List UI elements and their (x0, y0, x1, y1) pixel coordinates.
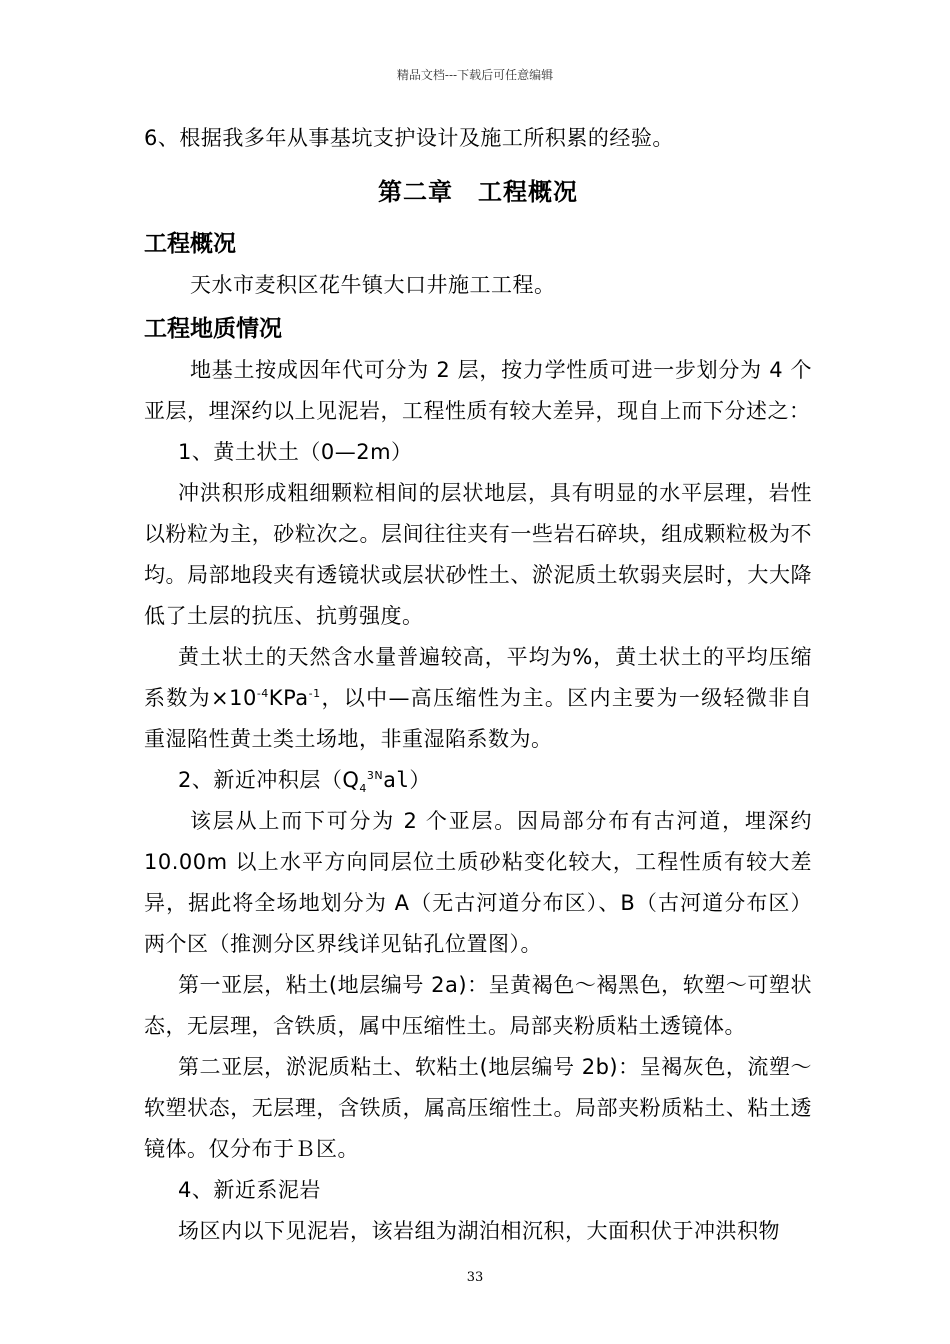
section-overview-body: 天水市麦积区花牛镇大口井施工工程。 (190, 273, 556, 297)
item1-paragraph-1: 冲洪积形成粗细颗粒相间的层状地层，具有明显的水平层理，岩性以粉粒为主，砂粒次之。层间往往夹有一些岩石碎块，组成颗粒极为不均。局部地段夹有透镜状或层状砂性土、淤泥质土软弱夹层时，大大降低了土层的抗压、抗剪强度。 (144, 481, 812, 628)
item2-paragraph-2: 第一亚层，粘土(地层编号 2a)：呈黄褐色～褐黑色，软塑～可塑状态，无层理，含铁质，属中压缩性土。局部夹粉质粘土透镜体。 (144, 973, 812, 1038)
item2-title-a: 2、新近冲积层（Q (178, 768, 360, 792)
item1-paragraph-2 (144, 637, 812, 760)
item2-title-subscript: 4 (359, 782, 367, 796)
item1-p2-exponent-1: -4 (256, 687, 269, 700)
item1-p2-part-c: ，以中—高压缩性为主。区内主要为一级轻微非自重湿陷性黄土类土场地，非重湿陷系数为。 (144, 686, 812, 751)
intro-line: 6、根据我多年从事基坑支护设计及施工所积累的经验。 (144, 126, 674, 150)
item2-paragraph-3: 第二亚层，淤泥质粘土、软粘土(地层编号 2b)：呈褐灰色，流塑～软塑状态，无层理，含铁质，属高压缩性土。局部夹粉质粘土、粘土透镜体。仅分布于Ｂ区。 (144, 1055, 812, 1161)
document-body (144, 118, 812, 1252)
page-number: 33 (466, 1270, 484, 1285)
item4-title: 4、新近系泥岩 (178, 1178, 321, 1202)
item2-paragraph-1: 该层从上而下可分为 2 个亚层。因局部分布有古河道，埋深约 10.00m 以上水平方向同层位土质砂粘变化较大，工程性质有较大差异，据此将全场地划分为 A（无古河道分布区）、B（古河道分布区）两个区（推测分区界线详见钻孔位置图）。 (144, 809, 812, 956)
chapter-title: 第二章 工程概况 (378, 178, 578, 206)
item2-title-b: al） (383, 768, 431, 792)
item1-p2-exponent-2: -1 (308, 687, 321, 700)
section-title-overview: 工程概况 (144, 231, 236, 257)
item1-title: 1、黄土状土（0—2m） (178, 440, 413, 464)
item4-paragraph-1: 场区内以下见泥岩，该岩组为湖泊相沉积，大面积伏于冲洪积物 (178, 1219, 780, 1243)
page-header: 精品文档---下载后可任意编辑 (396, 68, 554, 82)
item1-p2-part-a: 黄土状土的天然含水量普遍较高，平均为%，黄土状土的平均压缩系数为×10 (144, 645, 812, 710)
section-geology-body: 地基土按成因年代可分为 2 层，按力学性质可进一步划分为 4 个亚层，埋深约以上见泥岩，工程性质有较大差异，现自上而下分述之： (144, 358, 812, 423)
item2-title-superscript: 3N (366, 769, 384, 782)
item1-p2-part-b: KPa (268, 686, 309, 710)
section-title-geology: 工程地质情况 (144, 316, 282, 342)
item2-title (144, 760, 812, 801)
